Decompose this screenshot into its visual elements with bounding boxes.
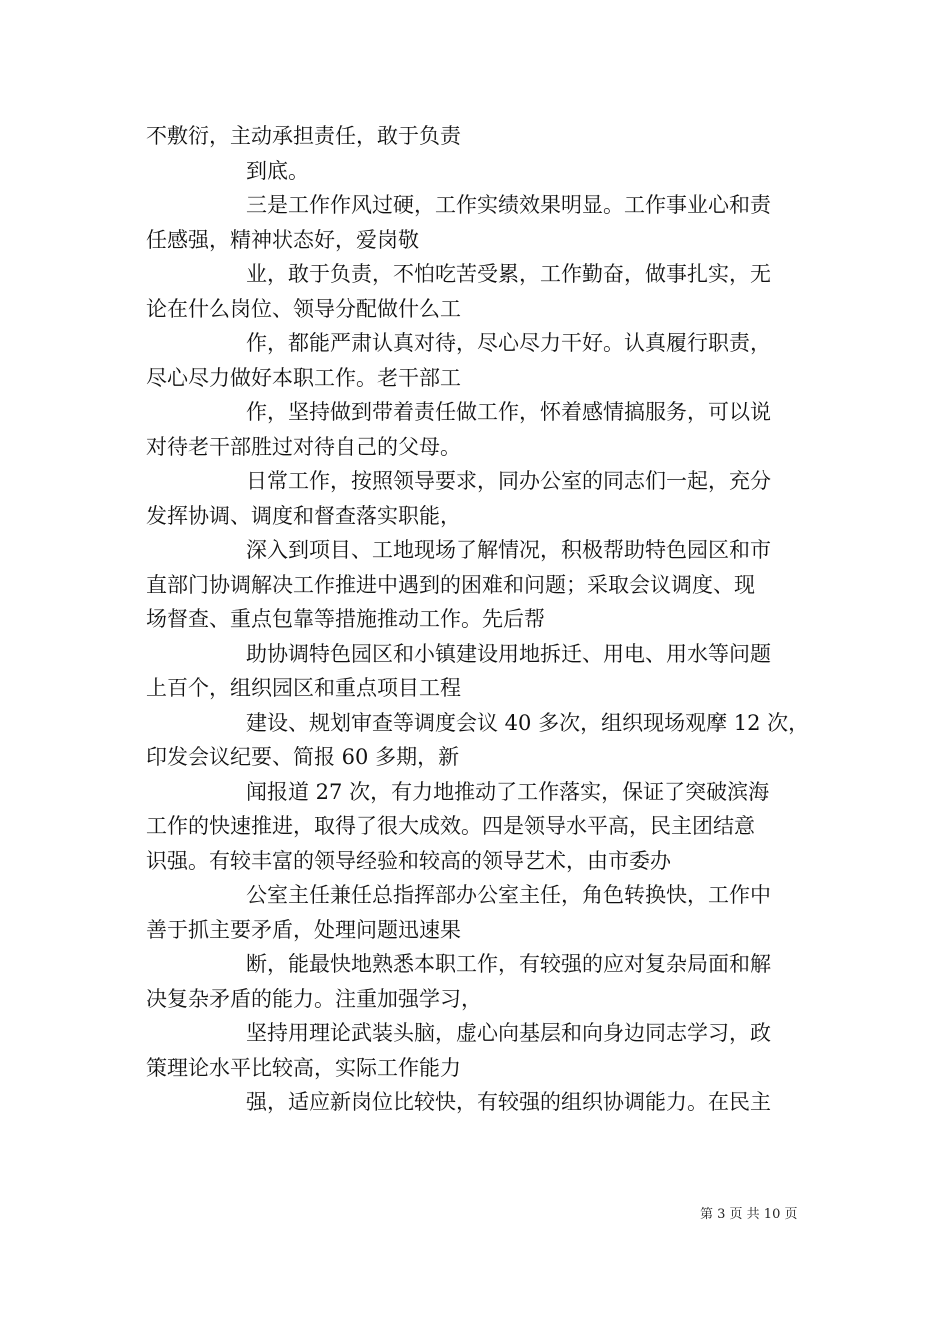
- text-line: 作，坚持做到带着责任做工作，怀着感情搞服务，可以说: [246, 400, 771, 424]
- text-line: 不敷衍，主动承担责任，敢于负责: [146, 124, 461, 148]
- text-line: 建设、规划审查等调度会议 40 多次，组织现场观摩 12 次，: [246, 710, 810, 735]
- text-line: 善于抓主要矛盾，处理问题迅速果: [146, 917, 461, 942]
- text-line: 闻报道 27 次，有力地推动了工作落实，保证了突破滨海: [246, 779, 770, 804]
- page-number-footer: 第 3 页 共 10 页: [700, 1207, 798, 1222]
- text-line: 作，都能严肃认真对待，尽心尽力干好。认真履行职责，: [246, 331, 771, 355]
- text-line: 坚持用理论武装头脑，虚心向基层和向身边同志学习，政: [246, 1021, 771, 1045]
- text-line: 任感强，精神状态好，爱岗敬: [146, 227, 419, 252]
- text-line: 工作的快速推进，取得了很大成效。四是领导水平高，民主团结意: [146, 814, 755, 838]
- text-line: 印发会议纪要、简报 60 多期，新: [146, 745, 460, 769]
- text-line: 业，敢于负责，不怕吃苦受累，工作勤奋，做事扎实，无: [246, 262, 771, 286]
- text-line: 助协调特色园区和小镇建设用地拆迁、用电、用水等问题: [246, 641, 771, 666]
- text-line: 论在什么岗位、领导分配做什么工: [146, 296, 461, 321]
- text-line: 公室主任兼任总指挥部办公室主任，角色转换快，工作中: [246, 883, 771, 907]
- text-line: 三是工作作风过硬，工作实绩效果明显。工作事业心和责: [246, 193, 771, 217]
- text-line: 决复杂矛盾的能力。注重加强学习，: [146, 986, 482, 1011]
- text-line: 直部门协调解决工作推进中遇到的困难和问题；采取会议调度、现: [146, 572, 755, 597]
- text-line: 尽心尽力做好本职工作。老干部工: [146, 365, 461, 390]
- text-line: 断，能最快地熟悉本职工作，有较强的应对复杂局面和解: [246, 952, 771, 976]
- text-line: 场督查、重点包靠等措施推动工作。先后帮: [146, 607, 545, 631]
- text-line: 识强。有较丰富的领导经验和较高的领导艺术，由市委办: [146, 848, 671, 873]
- text-line: 对待老干部胜过对待自己的父母。: [146, 434, 461, 459]
- text-line: 深入到项目、工地现场了解情况，积极帮助特色园区和市: [246, 538, 771, 562]
- document-body: [146, 119, 822, 1120]
- text-line: 到底。: [246, 158, 309, 183]
- text-line: 策理论水平比较高，实际工作能力: [146, 1055, 461, 1080]
- text-line: 日常工作，按照领导要求，同办公室的同志们一起，充分: [246, 469, 771, 493]
- text-line: 发挥协调、调度和督查落实职能，: [146, 503, 461, 528]
- text-line: 上百个，组织园区和重点项目工程: [146, 676, 461, 700]
- text-line: 强，适应新岗位比较快，有较强的组织协调能力。在民主: [246, 1090, 771, 1114]
